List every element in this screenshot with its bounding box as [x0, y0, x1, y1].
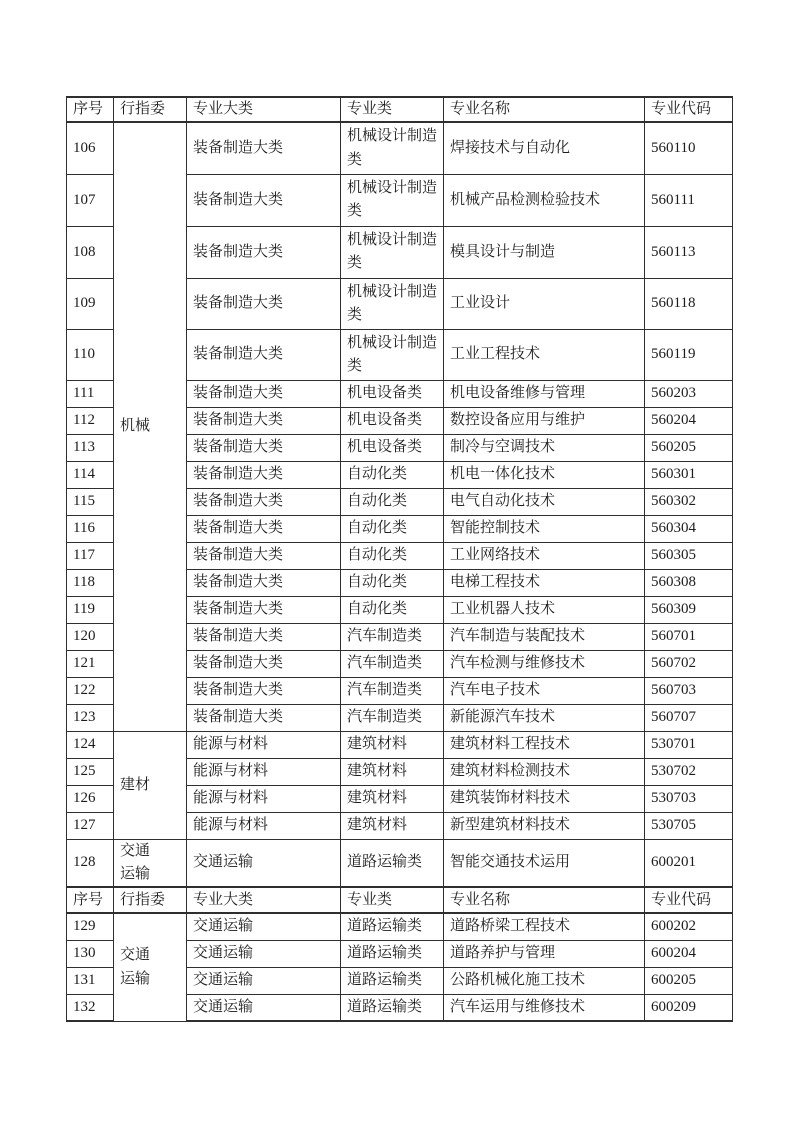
column-header: 专业类: [341, 97, 444, 122]
major-class-cell: 自动化类: [341, 488, 444, 515]
major-group-cell: 装备制造大类: [187, 515, 341, 542]
major-class-cell: 机械设计制造类: [341, 174, 444, 226]
major-group-cell: 交通运输: [187, 967, 341, 994]
row-number-cell: 129: [67, 913, 114, 940]
table-row: [67, 122, 733, 174]
major-class-cell: 汽车制造类: [341, 677, 444, 704]
header-row: [67, 97, 733, 122]
major-name-cell: 制冷与空调技术: [444, 434, 645, 461]
major-group-cell: 交通运输: [187, 994, 341, 1021]
committee-cell: [114, 839, 187, 887]
major-class-cell: 道路运输类: [341, 839, 444, 887]
major-name-cell: 数控设备应用与维护: [444, 407, 645, 434]
major-code-cell: 560110: [645, 122, 733, 174]
major-class-cell: 汽车制造类: [341, 704, 444, 731]
row-number-cell: 122: [67, 677, 114, 704]
committee-label: 机械: [120, 418, 151, 435]
major-code-cell: 560118: [645, 278, 733, 329]
major-class-cell: 机械设计制造类: [341, 122, 444, 174]
major-name-cell: 工业工程技术: [444, 329, 645, 380]
column-header: 专业代码: [645, 887, 733, 913]
major-code-cell: 560707: [645, 704, 733, 731]
major-code-cell: 560703: [645, 677, 733, 704]
major-name-cell: 新型建筑材料技术: [444, 812, 645, 839]
major-group-cell: 装备制造大类: [187, 677, 341, 704]
major-code-cell: 560204: [645, 407, 733, 434]
major-group-cell: 装备制造大类: [187, 122, 341, 174]
row-number-cell: 128: [67, 839, 114, 887]
column-header: 专业大类: [187, 97, 341, 122]
major-group-cell: 装备制造大类: [187, 461, 341, 488]
row-number-cell: 106: [67, 122, 114, 174]
major-group-cell: 能源与材料: [187, 758, 341, 785]
major-class-cell: 机械设计制造类: [341, 329, 444, 380]
major-code-cell: 560203: [645, 380, 733, 407]
column-header: 行指委: [114, 97, 187, 122]
major-name-cell: 电气自动化技术: [444, 488, 645, 515]
major-code-cell: 560309: [645, 596, 733, 623]
major-name-cell: 工业设计: [444, 278, 645, 329]
major-name-cell: 汽车检测与维修技术: [444, 650, 645, 677]
major-code-cell: 530705: [645, 812, 733, 839]
major-group-cell: 装备制造大类: [187, 488, 341, 515]
major-class-cell: 自动化类: [341, 569, 444, 596]
column-header: 行指委: [114, 887, 187, 913]
row-number-cell: 126: [67, 785, 114, 812]
major-group-cell: 装备制造大类: [187, 569, 341, 596]
major-name-cell: 汽车制造与装配技术: [444, 623, 645, 650]
major-name-cell: 工业网络技术: [444, 542, 645, 569]
row-number-cell: 125: [67, 758, 114, 785]
major-code-cell: 530701: [645, 731, 733, 758]
majors-table: [66, 96, 733, 1022]
major-group-cell: 交通运输: [187, 839, 341, 887]
row-number-cell: 115: [67, 488, 114, 515]
row-number-cell: 112: [67, 407, 114, 434]
major-group-cell: 装备制造大类: [187, 407, 341, 434]
majors-table-body: [67, 97, 733, 1021]
major-name-cell: 建筑材料检测技术: [444, 758, 645, 785]
major-code-cell: 560205: [645, 434, 733, 461]
major-group-cell: 能源与材料: [187, 731, 341, 758]
major-name-cell: 道路养护与管理: [444, 940, 645, 967]
major-code-cell: 560113: [645, 226, 733, 278]
committee-cell: [114, 731, 187, 839]
committee-cell: [114, 122, 187, 731]
major-group-cell: 装备制造大类: [187, 329, 341, 380]
major-class-cell: 汽车制造类: [341, 623, 444, 650]
major-group-cell: 装备制造大类: [187, 174, 341, 226]
row-number-cell: 132: [67, 994, 114, 1021]
major-name-cell: 建筑装饰材料技术: [444, 785, 645, 812]
major-code-cell: 560701: [645, 623, 733, 650]
major-name-cell: 汽车运用与维修技术: [444, 994, 645, 1021]
major-class-cell: 建筑材料: [341, 758, 444, 785]
row-number-cell: 120: [67, 623, 114, 650]
major-group-cell: 装备制造大类: [187, 278, 341, 329]
row-number-cell: 119: [67, 596, 114, 623]
row-number-cell: 131: [67, 967, 114, 994]
major-group-cell: 装备制造大类: [187, 596, 341, 623]
row-number-cell: 118: [67, 569, 114, 596]
major-code-cell: 560304: [645, 515, 733, 542]
row-number-cell: 111: [67, 380, 114, 407]
column-header: 专业大类: [187, 887, 341, 913]
column-header: 专业类: [341, 887, 444, 913]
major-group-cell: 装备制造大类: [187, 542, 341, 569]
major-name-cell: 公路机械化施工技术: [444, 967, 645, 994]
major-group-cell: 装备制造大类: [187, 226, 341, 278]
major-code-cell: 600205: [645, 967, 733, 994]
row-number-cell: 114: [67, 461, 114, 488]
major-group-cell: 交通运输: [187, 913, 341, 940]
major-group-cell: 装备制造大类: [187, 704, 341, 731]
row-number-cell: 109: [67, 278, 114, 329]
major-name-cell: 智能控制技术: [444, 515, 645, 542]
major-class-cell: 自动化类: [341, 542, 444, 569]
major-name-cell: 工业机器人技术: [444, 596, 645, 623]
major-class-cell: 汽车制造类: [341, 650, 444, 677]
column-header: 专业名称: [444, 97, 645, 122]
major-class-cell: 自动化类: [341, 461, 444, 488]
committee-label: 交通运输: [120, 842, 151, 882]
major-name-cell: 智能交通技术运用: [444, 839, 645, 887]
major-group-cell: 装备制造大类: [187, 380, 341, 407]
row-number-cell: 108: [67, 226, 114, 278]
major-class-cell: 机械设计制造类: [341, 278, 444, 329]
row-number-cell: 113: [67, 434, 114, 461]
major-class-cell: 机电设备类: [341, 380, 444, 407]
major-code-cell: 600202: [645, 913, 733, 940]
column-header: 专业代码: [645, 97, 733, 122]
major-name-cell: 模具设计与制造: [444, 226, 645, 278]
table-row: [67, 839, 733, 887]
major-code-cell: 560301: [645, 461, 733, 488]
major-class-cell: 自动化类: [341, 596, 444, 623]
major-code-cell: 560308: [645, 569, 733, 596]
row-number-cell: 124: [67, 731, 114, 758]
row-number-cell: 107: [67, 174, 114, 226]
major-code-cell: 560111: [645, 174, 733, 226]
row-number-cell: 127: [67, 812, 114, 839]
row-number-cell: 121: [67, 650, 114, 677]
row-number-cell: 110: [67, 329, 114, 380]
major-code-cell: 530703: [645, 785, 733, 812]
major-code-cell: 560119: [645, 329, 733, 380]
major-name-cell: 汽车电子技术: [444, 677, 645, 704]
major-code-cell: 560305: [645, 542, 733, 569]
major-name-cell: 机电一体化技术: [444, 461, 645, 488]
major-group-cell: 能源与材料: [187, 785, 341, 812]
committee-label: 交通运输: [120, 947, 151, 987]
row-number-cell: 117: [67, 542, 114, 569]
major-code-cell: 600204: [645, 940, 733, 967]
major-class-cell: 机械设计制造类: [341, 226, 444, 278]
major-group-cell: 装备制造大类: [187, 623, 341, 650]
major-name-cell: 焊接技术与自动化: [444, 122, 645, 174]
row-number-cell: 123: [67, 704, 114, 731]
column-header: 序号: [67, 887, 114, 913]
header-row: [67, 887, 733, 913]
major-class-cell: 机电设备类: [341, 434, 444, 461]
major-class-cell: 自动化类: [341, 515, 444, 542]
major-name-cell: 建筑材料工程技术: [444, 731, 645, 758]
major-class-cell: 道路运输类: [341, 994, 444, 1021]
major-class-cell: 道路运输类: [341, 967, 444, 994]
major-code-cell: 560702: [645, 650, 733, 677]
row-number-cell: 116: [67, 515, 114, 542]
major-name-cell: 机电设备维修与管理: [444, 380, 645, 407]
major-code-cell: 530702: [645, 758, 733, 785]
row-number-cell: 130: [67, 940, 114, 967]
major-group-cell: 装备制造大类: [187, 650, 341, 677]
major-class-cell: 建筑材料: [341, 812, 444, 839]
major-name-cell: 机械产品检测检验技术: [444, 174, 645, 226]
major-group-cell: 能源与材料: [187, 812, 341, 839]
major-name-cell: 新能源汽车技术: [444, 704, 645, 731]
major-name-cell: 道路桥梁工程技术: [444, 913, 645, 940]
major-name-cell: 电梯工程技术: [444, 569, 645, 596]
major-code-cell: 600201: [645, 839, 733, 887]
major-code-cell: 560302: [645, 488, 733, 515]
major-code-cell: 600209: [645, 994, 733, 1021]
table-row: [67, 731, 733, 758]
major-group-cell: 交通运输: [187, 940, 341, 967]
major-class-cell: 建筑材料: [341, 731, 444, 758]
column-header: 序号: [67, 97, 114, 122]
table-row: [67, 913, 733, 940]
major-class-cell: 道路运输类: [341, 913, 444, 940]
major-class-cell: 道路运输类: [341, 940, 444, 967]
major-class-cell: 建筑材料: [341, 785, 444, 812]
column-header: 专业名称: [444, 887, 645, 913]
major-group-cell: 装备制造大类: [187, 434, 341, 461]
committee-cell: [114, 913, 187, 1021]
committee-label: 建材: [120, 776, 151, 793]
major-class-cell: 机电设备类: [341, 407, 444, 434]
